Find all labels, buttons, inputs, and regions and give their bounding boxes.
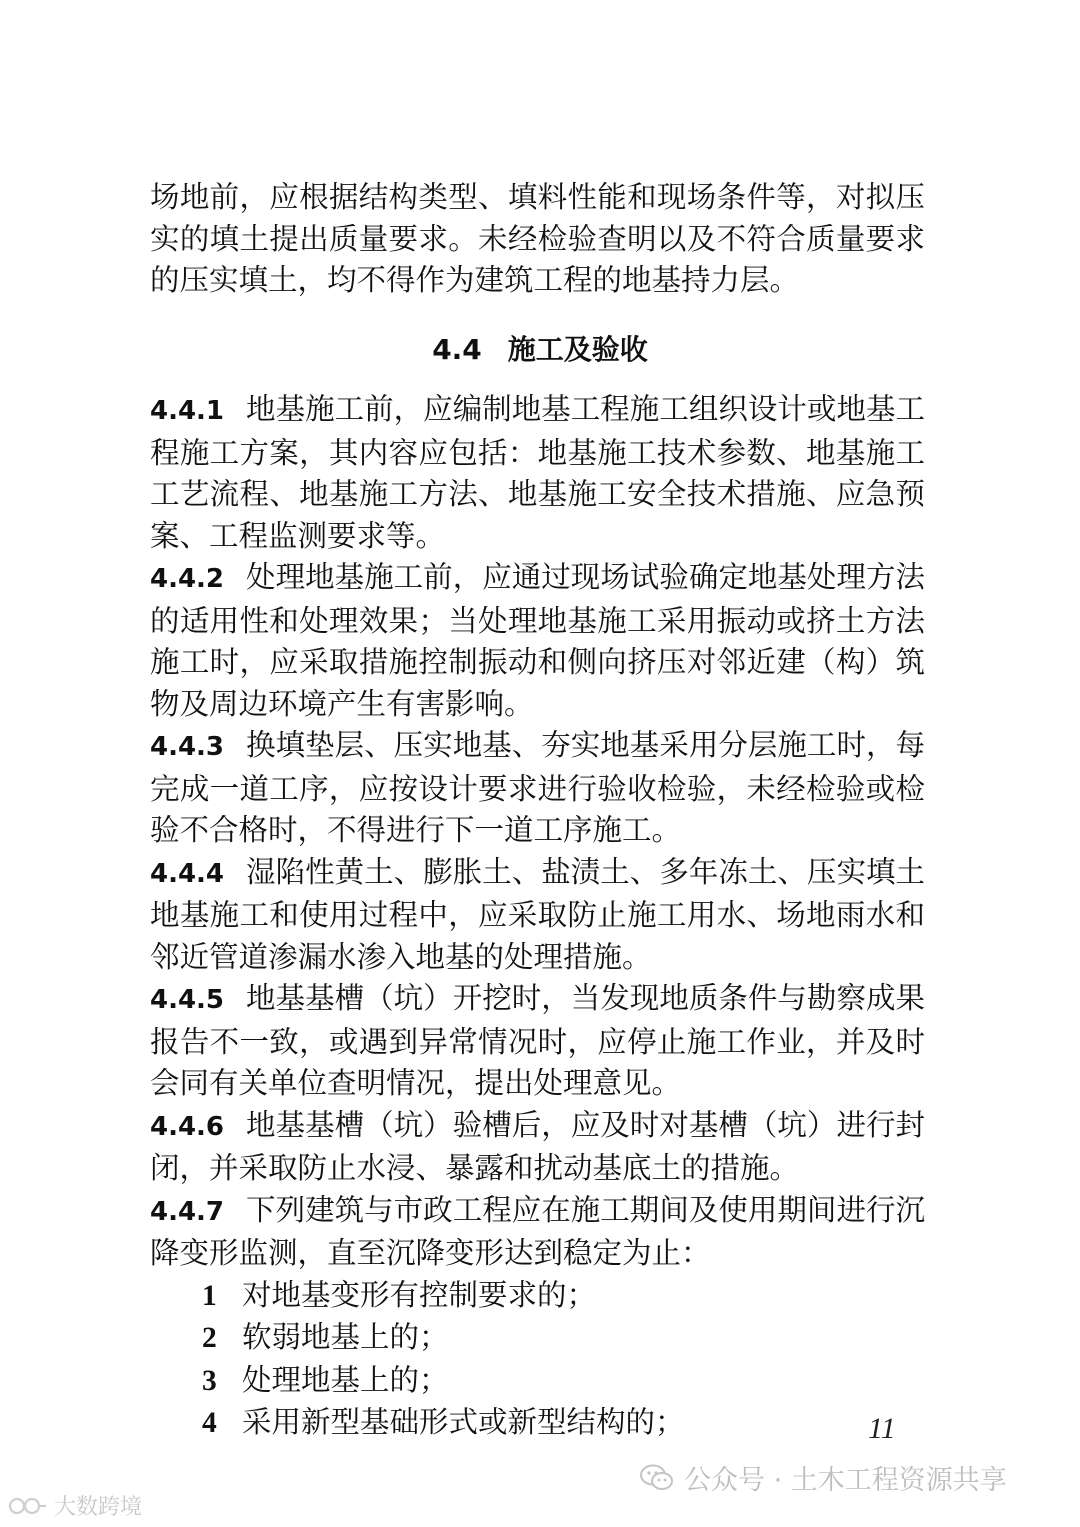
clause-text: 下列建筑与市政工程应在施工期间及使用期间进行沉降变形监测，直至沉降变形达到稳定为止： bbox=[150, 1192, 925, 1270]
clause-text: 地基基槽（坑）开挖时，当发现地质条件与勘察成果报告不一致，或遇到异常情况时，应停止施工作业，并及时会同有关单位查明情况，提出处理意见。 bbox=[150, 981, 925, 1100]
item-number: 3 bbox=[202, 1364, 217, 1397]
item-number: 2 bbox=[202, 1322, 217, 1354]
brand-logo-icon bbox=[8, 1495, 48, 1517]
clause-4-4-7 bbox=[150, 1190, 925, 1275]
item-text: 对地基变形有控制要求的； bbox=[242, 1277, 597, 1312]
clause-number: 4.4.6 bbox=[150, 1111, 225, 1142]
section-number: 4.4 bbox=[432, 333, 482, 366]
page-number: 11 bbox=[868, 1412, 896, 1445]
clause-4-4-3 bbox=[150, 725, 925, 852]
wechat-icon bbox=[640, 1464, 674, 1492]
clause-number: 4.4.2 bbox=[150, 564, 225, 594]
clause-text: 地基基槽（坑）验槽后，应及时对基槽（坑）进行封闭，并采取防止水浸、暴露和扰动基底土的措施。 bbox=[150, 1107, 925, 1185]
clause-text: 湿陷性黄土、膨胀土、盐渍土、多年冻土、压实填土地基施工和使用过程中，应采取防止施工用水、场地雨水和邻近管道渗漏水渗入地基的处理措施。 bbox=[150, 854, 925, 974]
clause-4-4-5 bbox=[150, 978, 925, 1105]
list-item bbox=[150, 1317, 925, 1360]
list-item bbox=[150, 1360, 925, 1403]
list-item bbox=[150, 1402, 925, 1445]
clause-4-4-1 bbox=[150, 389, 925, 557]
watermark-brand bbox=[8, 1490, 142, 1521]
watermark-brand-text: 大数跨境 bbox=[54, 1495, 143, 1520]
item-number: 1 bbox=[202, 1279, 217, 1312]
clause-number: 4.4.1 bbox=[150, 396, 225, 426]
clause-text: 换填垫层、压实地基、夯实地基采用分层施工时，每完成一道工序，应按设计要求进行验收检验，未经检验或检验不合格时，不得进行下一道工序施工。 bbox=[150, 728, 925, 847]
section-heading bbox=[0, 328, 1080, 368]
clause-text: 地基施工前，应编制地基工程施工组织设计或地基工程施工方案，其内容应包括：地基施工技术参数、地基施工工艺流程、地基施工方法、地基施工安全技术措施、应急预案、工程监测要求等。 bbox=[150, 392, 925, 553]
watermark-text: 公众号 · 土木工程资源共享 bbox=[684, 1465, 1007, 1496]
clause-number: 4.4.7 bbox=[150, 1196, 225, 1227]
clause-text: 处理地基施工前，应通过现场试验确定地基处理方法的适用性和处理效果；当处理地基施工采用振动或挤土方法施工时，应采取措施控制振动和侧向挤压对邻近建（构）筑物及周边环境产生有害影响。 bbox=[150, 560, 925, 721]
item-text: 处理地基上的； bbox=[242, 1362, 449, 1397]
item-number: 4 bbox=[202, 1407, 217, 1439]
item-text: 采用新型基础形式或新型结构的； bbox=[242, 1405, 685, 1439]
item-text: 软弱地基上的； bbox=[242, 1320, 449, 1354]
clause-number: 4.4.4 bbox=[150, 858, 225, 889]
clause-4-4-6 bbox=[150, 1105, 925, 1190]
watermark-wechat bbox=[640, 1458, 1007, 1497]
intro-paragraph: 场地前，应根据结构类型、填料性能和现场条件等，对拟压实的填土提出质量要求。未经检验查明以及不符合质量要求的压实填土，均不得作为建筑工程的地基持力层。 bbox=[150, 180, 925, 297]
clause-number: 4.4.3 bbox=[150, 732, 225, 762]
clause-4-4-2 bbox=[150, 557, 925, 725]
clause-4-4-4 bbox=[150, 852, 925, 979]
clause-list bbox=[150, 389, 925, 1445]
clause-number: 4.4.5 bbox=[150, 985, 225, 1015]
list-item bbox=[150, 1275, 925, 1318]
section-title: 施工及验收 bbox=[507, 333, 648, 366]
